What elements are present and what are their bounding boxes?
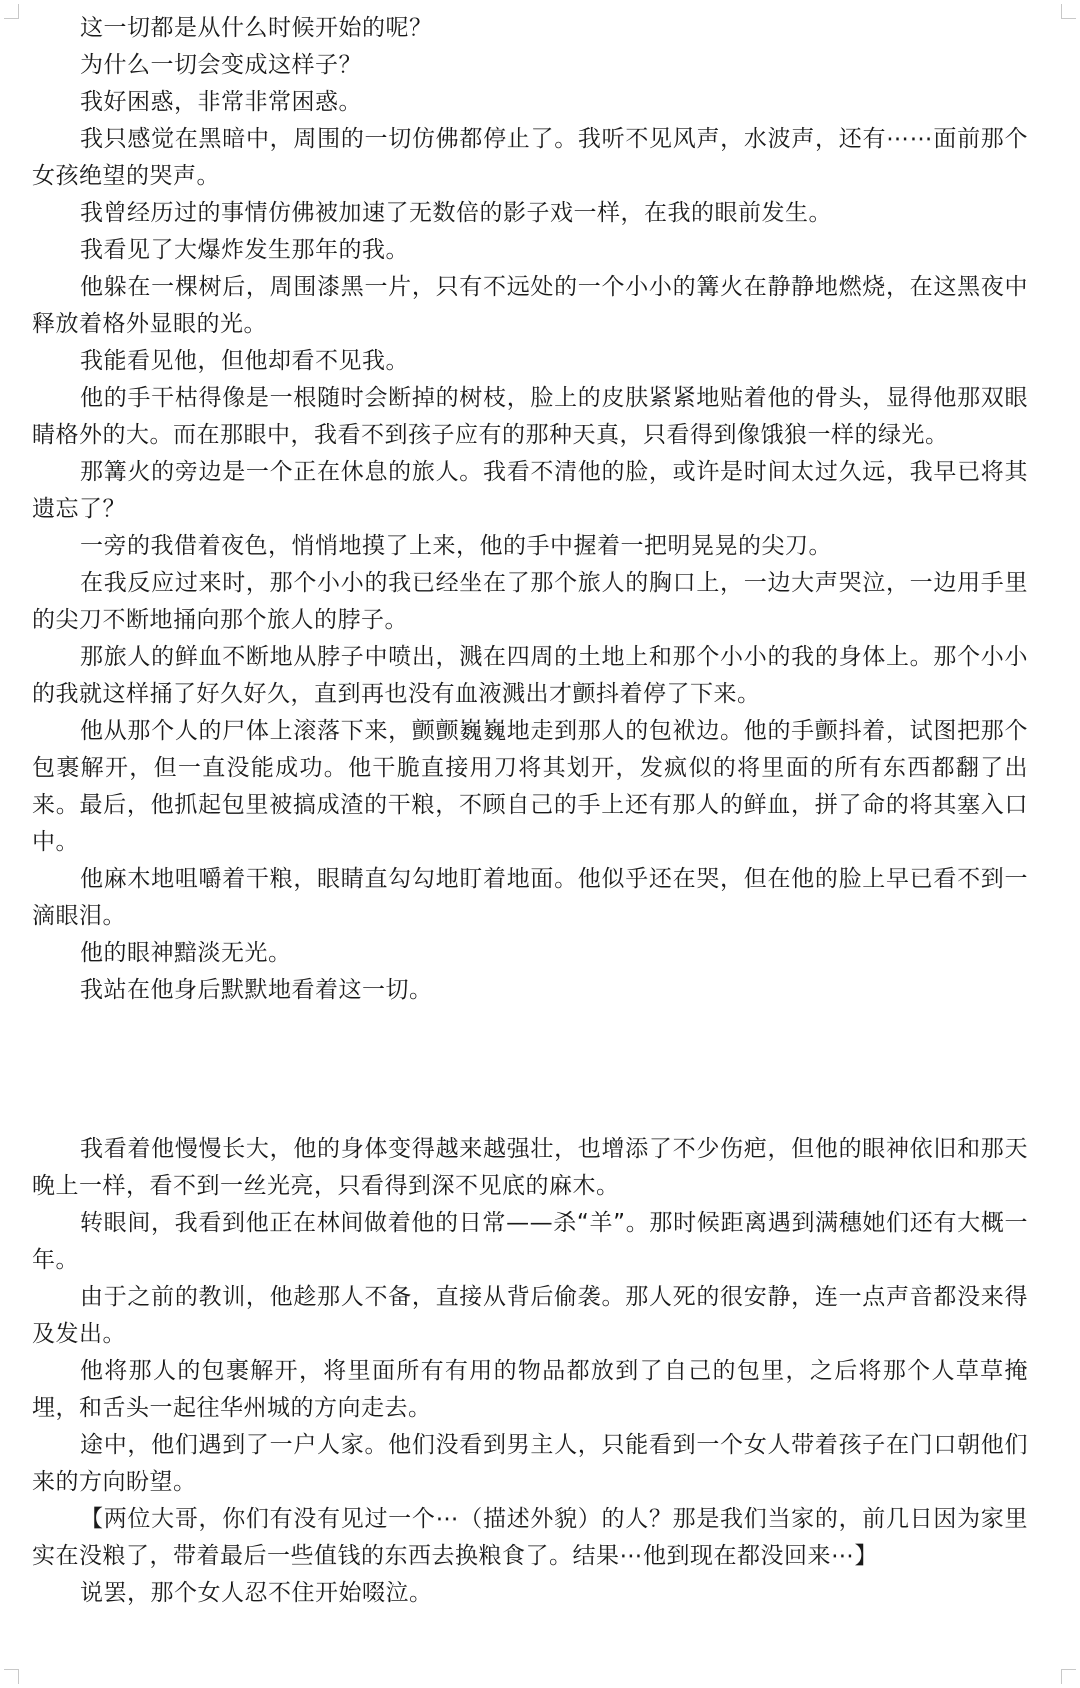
paragraph: 为什么一切会变成这样子？ [80,52,362,78]
page-corner-mark [4,4,19,19]
paragraph: 我曾经历过的事情仿佛被加速了无数倍的影子戏一样，在我的眼前发生。 [80,200,832,226]
paragraph: 我看着他慢慢长大，他的身体变得越来越强壮，也增添了不少伤疤，但他的眼神依旧和那天晚上一样，看不到一丝光亮，只看得到深不见底的麻木。 [32,1136,1028,1199]
paragraph: 他将那人的包裹解开，将里面所有有用的物品都放到了自己的包里，之后将那个人草草掩埋，和舌头一起往华州城的方向走去。 [32,1358,1028,1421]
paragraph: 途中，他们遇到了一户人家。他们没看到男主人，只能看到一个女人带着孩子在门口朝他们来的方向盼望。 [32,1432,1028,1495]
paragraph: 那篝火的旁边是一个正在休息的旅人。我看不清他的脸，或许是时间太过久远，我早已将其遗忘了？ [32,459,1028,522]
page-corner-mark [1061,1669,1076,1684]
paragraph: 转眼间，我看到他正在林间做着他的日常——杀“羊”。那时候距离遇到满穗她们还有大概一年。 [32,1210,1028,1273]
paragraph: 我看见了大爆炸发生那年的我。 [80,237,409,263]
paragraph: 我站在他身后默默地看着这一切。 [80,977,433,1003]
paragraph: 那旅人的鲜血不断地从脖子中喷出，溅在四周的土地上和那个小小的我的身体上。那个小小的我就这样捅了好久好久，直到再也没有血液溅出才颤抖着停了下来。 [32,644,1028,707]
text-section-1 [32,10,1028,1009]
paragraph: 我好困惑，非常非常困惑。 [80,89,362,115]
paragraph: 一旁的我借着夜色，悄悄地摸了上来，他的手中握着一把明晃晃的尖刀。 [80,533,832,559]
paragraph: 我能看见他，但他却看不见我。 [80,348,409,374]
paragraph: 在我反应过来时，那个小小的我已经坐在了那个旅人的胸口上，一边大声哭泣，一边用手里的尖刀不断地捅向那个旅人的脖子。 [32,570,1028,633]
paragraph: 他躲在一棵树后，周围漆黑一片，只有不远处的一个小小的篝火在静静地燃烧，在这黑夜中释放着格外显眼的光。 [32,274,1028,337]
paragraph: 我只感觉在黑暗中，周围的一切仿佛都停止了。我听不见风声，水波声，还有⋯⋯面前那个女孩绝望的哭声。 [32,126,1028,189]
paragraph: 说罢，那个女人忍不住开始啜泣。 [80,1580,433,1606]
page-corner-mark [4,1669,19,1684]
paragraph: 【两位大哥，你们有没有见过一个⋯（描述外貌）的人？那是我们当家的，前几日因为家里实在没粮了，带着最后一些值钱的东西去换粮食了。结果⋯他到现在都没回来⋯】 [32,1506,1028,1569]
page-corner-mark [1061,4,1076,19]
paragraph: 他的手干枯得像是一根随时会断掉的树枝，脸上的皮肤紧紧地贴着他的骨头，显得他那双眼睛格外的大。而在那眼中，我看不到孩子应有的那种天真，只看得到像饿狼一样的绿光。 [32,385,1028,448]
paragraph: 他的眼神黯淡无光。 [80,940,292,966]
paragraph: 这一切都是从什么时候开始的呢？ [80,15,433,41]
paragraph: 他从那个人的尸体上滚落下来，颤颤巍巍地走到那人的包袱边。他的手颤抖着，试图把那个包裹解开，但一直没能成功。他干脆直接用刀将其划开，发疯似的将里面的所有东西都翻了出来。最后，他抓起包里被搞成渣的干粮，不顾自己的手上还有那人的鲜血，拼了命的将其塞入口中。 [32,718,1028,855]
paragraph: 由于之前的教训，他趁那人不备，直接从背后偷袭。那人死的很安静，连一点声音都没来得及发出。 [32,1284,1028,1347]
text-section-2 [32,1131,1028,1612]
paragraph: 他麻木地咀嚼着干粮，眼睛直勾勾地盯着地面。他似乎还在哭，但在他的脸上早已看不到一滴眼泪。 [32,866,1028,929]
